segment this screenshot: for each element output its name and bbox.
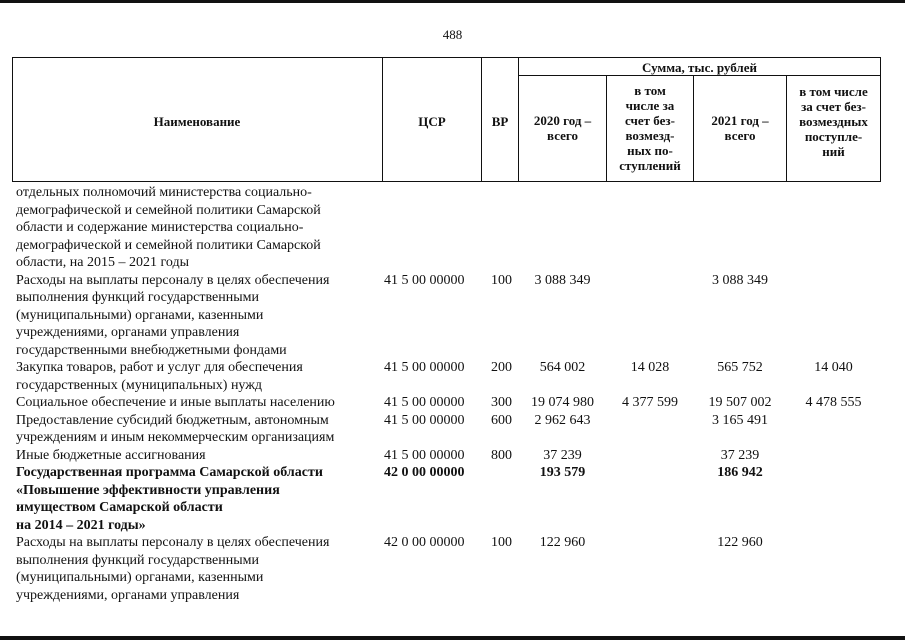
row-name-line: области, на 2015 – 2021 годы <box>16 255 190 270</box>
header-line: ступлений <box>619 158 681 173</box>
row-csr-value: 42 0 00 00000 <box>384 465 465 480</box>
row-name-line: государственными внебюджетными фондами <box>16 342 287 358</box>
row-name-line: выполнения функций государственными <box>16 552 259 568</box>
row-v2020-value: 193 579 <box>539 465 586 480</box>
row-v2020-value: 3 088 349 <box>534 272 591 288</box>
row-v2020-value: 37 239 <box>543 447 582 463</box>
header-line: всего <box>547 128 578 143</box>
row-name <box>16 184 321 272</box>
row-name-line: учреждениями, органами управления <box>16 325 240 340</box>
scan-border-top <box>0 0 905 3</box>
header-2021-total <box>694 113 786 143</box>
row-vr-value: 200 <box>491 360 512 375</box>
row-name-line: (муниципальными) органами, казенными <box>16 307 264 323</box>
row-vr-value: 300 <box>491 395 512 410</box>
header-vr: ВР <box>491 114 509 129</box>
header-line: ний <box>822 144 845 159</box>
header-line: в том числе <box>799 84 868 99</box>
row-v2020-value: 19 074 980 <box>531 395 594 410</box>
row-v2021b-value: 14 040 <box>814 360 853 375</box>
header-name: Наименование <box>153 114 241 129</box>
header-line: числе за <box>625 98 675 113</box>
row-v2021-value: 19 507 002 <box>708 395 772 410</box>
row-name <box>16 412 334 447</box>
row-name-line: Расходы на выплаты персоналу в целях обеспечения <box>16 535 330 550</box>
row-v2021-value: 3 165 491 <box>712 412 768 428</box>
header-line: ных по- <box>627 143 673 158</box>
scan-border-bottom <box>0 636 905 640</box>
header-line: поступле- <box>804 129 863 144</box>
row-v2020-value: 564 002 <box>539 360 586 375</box>
row-vr-value: 800 <box>491 447 512 463</box>
row-name <box>16 272 329 360</box>
row-v2021-value: 122 960 <box>717 535 763 550</box>
row-csr-value: 41 5 00 00000 <box>384 272 465 288</box>
header-sum-group: Сумма, тыс. рублей <box>642 60 757 75</box>
row-v2021-value: 565 752 <box>717 360 763 375</box>
header-2021-nonrepayable <box>787 84 880 159</box>
header-line: возмездных <box>799 114 868 129</box>
row-name <box>16 359 303 394</box>
header-line: за счет без- <box>801 99 866 114</box>
row-csr-value: 41 5 00 00000 <box>384 360 465 375</box>
row-name-line: выполнения функций государственными <box>16 290 259 305</box>
row-v2021-value: 3 088 349 <box>712 272 768 288</box>
row-name-line: Расходы на выплаты персоналу в целях обеспечения <box>16 272 330 288</box>
grid-horizontal-line <box>518 75 881 76</box>
header-line: 2020 год – <box>533 113 592 128</box>
row-name-line: Социальное обеспечение и иные выплаты населению <box>16 395 335 410</box>
row-name-line: (муниципальными) органами, казенными <box>16 570 264 585</box>
row-name <box>16 464 323 534</box>
row-name <box>16 447 206 465</box>
grid-horizontal-line <box>12 181 881 182</box>
row-v2020-value: 122 960 <box>539 535 586 550</box>
row-name-line: области и содержание министерства социально- <box>16 220 304 235</box>
row-name-line: Иные бюджетные ассигнования <box>16 447 206 463</box>
row-name-line: имуществом Самарской области <box>16 500 223 515</box>
row-name-line: Государственная программа Самарской области <box>16 465 323 480</box>
header-2020-nonrepayable <box>607 83 693 173</box>
row-name-line: учреждениями, органами управления <box>16 587 240 603</box>
row-csr-value: 41 5 00 00000 <box>384 395 465 410</box>
page-number: 488 <box>442 27 463 42</box>
header-line: в том <box>634 83 666 98</box>
row-csr-value: 41 5 00 00000 <box>384 447 465 463</box>
grid-horizontal-line <box>12 57 881 58</box>
row-vr-value: 600 <box>491 412 512 428</box>
row-name-line: учреждениям и иным некоммерческим организациям <box>16 430 335 445</box>
header-line: всего <box>724 128 756 143</box>
row-name-line: Закупка товаров, работ и услуг для обеспечения <box>16 360 303 375</box>
row-csr-value: 42 0 00 00000 <box>384 535 465 550</box>
row-csr-value: 41 5 00 00000 <box>384 412 465 428</box>
row-v2020b-value: 14 028 <box>630 360 670 375</box>
row-name-line: демографической и семейной политики Самарской <box>16 237 321 253</box>
row-name-line: государственных (муниципальных) нужд <box>16 377 263 393</box>
row-v2020b-value: 4 377 599 <box>622 395 678 410</box>
row-name <box>16 394 335 412</box>
row-v2021b-value: 4 478 555 <box>805 395 862 410</box>
row-name <box>16 534 329 604</box>
row-v2021-value: 37 239 <box>720 447 760 463</box>
header-2020-total <box>519 113 606 143</box>
row-name-line: демографической и семейной политики Самарской <box>16 202 321 218</box>
row-v2021-value: 186 942 <box>717 465 763 480</box>
row-vr-value: 100 <box>491 535 512 550</box>
row-name-line: на 2014 – 2021 годы» <box>16 517 146 533</box>
row-vr-value: 100 <box>491 272 512 288</box>
header-line: счет без- <box>625 113 675 128</box>
row-name-line: «Повышение эффективности управления <box>16 482 280 498</box>
row-v2020-value: 2 962 643 <box>534 412 591 428</box>
row-name-line: Предоставление субсидий бюджетным, автономным <box>16 412 329 428</box>
header-line: 2021 год – <box>711 113 769 128</box>
header-csr: ЦСР <box>418 114 446 129</box>
row-name-line: отдельных полномочий министерства социально- <box>16 185 312 200</box>
header-line: возмезд- <box>625 128 675 143</box>
